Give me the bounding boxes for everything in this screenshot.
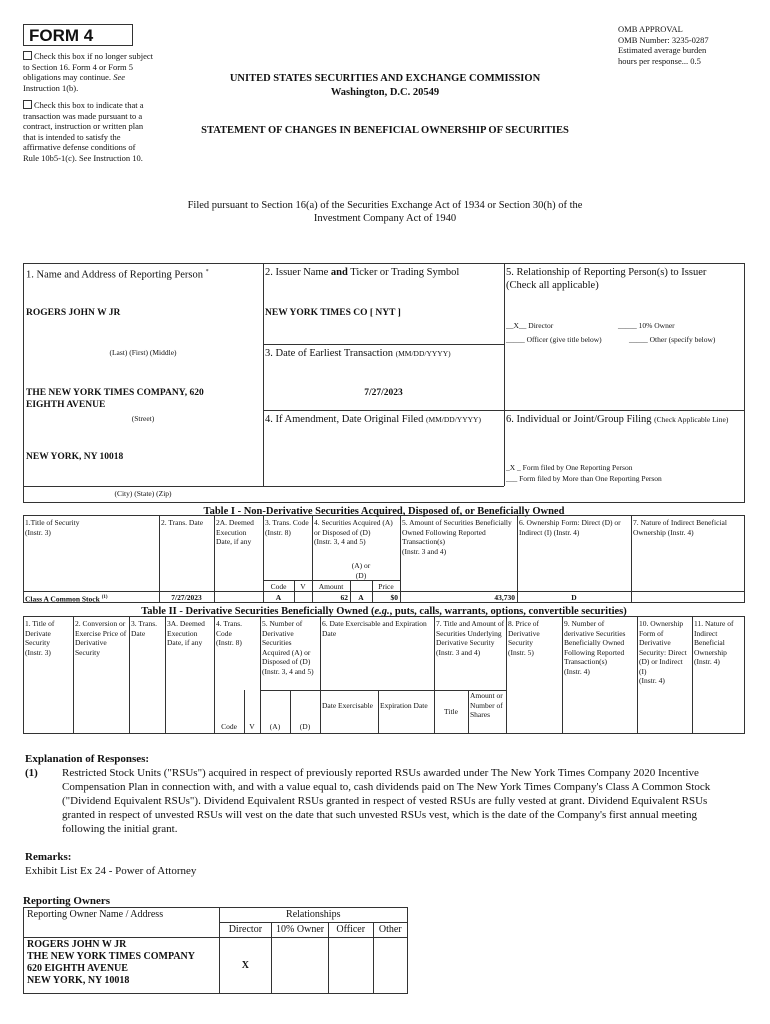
form-title: FORM 4 xyxy=(23,24,133,46)
t1-sub-v: V xyxy=(300,582,306,591)
t1-row-owned: 43,730 xyxy=(494,593,515,602)
owners-heading: Reporting Owners xyxy=(23,895,111,907)
t1-h-amount: 5. Amount of Securities Beneficially Owned Following Reported Transaction(s) (Instr. 3 and 4) xyxy=(402,518,512,556)
t1-h-date: 2. Trans. Date xyxy=(161,518,204,527)
owners-col-relationships: Relationships xyxy=(219,908,407,923)
reporting-city: NEW YORK, NY 10018 xyxy=(26,452,124,462)
checkbox-rule-10b5-1-box[interactable] xyxy=(23,100,32,109)
checkbox-section-16: Check this box if no longer subject to Section 16. Form 4 or Form 5 obligations may continue. See Instruction 1(b). xyxy=(23,51,153,93)
remarks-heading: Remarks: xyxy=(25,851,72,863)
owner-officer-mark xyxy=(328,938,373,994)
t2-sub-expiration: Expiration Date xyxy=(380,701,428,710)
owners-col-other: Other xyxy=(373,923,407,938)
t2-sub-amount: Amount or Number of Shares xyxy=(470,691,503,719)
t2-sub-a: (A) xyxy=(269,722,281,731)
omb-approval: OMB APPROVAL OMB Number: 3235-0287 Estimated average burden hours per response... 0.5 xyxy=(618,24,709,66)
t1-sub-amount: Amount xyxy=(318,582,344,591)
explanation-text: Restricted Stock Units ("RSUs") acquired in respect of previously reported RSUs awarded under The New York Times Company 2020 Incentive Compensation Plan in connection with, and with a value equal to, cash dividends paid on The New York Times Company's Class A Common Stock ("Dividend Equivalent RSUs"). Dividend Equivalent RSUs granted in respect of vested RSUs are fully vested at grant. Dividend Equivalent RSUs granted in respect of unvested RSUs will vest on the date that such unvested RSUs vest, which is the date of the Company's first annual meeting following the initial grant. xyxy=(62,767,711,835)
checkbox-section-16-box[interactable] xyxy=(23,51,32,60)
t1-sub-aord: (A) or (D) xyxy=(351,561,371,580)
street-hint: (Street) xyxy=(131,414,155,423)
t1-h-code: 3. Trans. Code (Instr. 8) xyxy=(265,518,309,537)
owners-col-name: Reporting Owner Name / Address xyxy=(24,908,220,938)
statement-title: STATEMENT OF CHANGES IN BENEFICIAL OWNERSHIP OF SECURITIES xyxy=(201,125,569,136)
box3-label: 3. Date of Earliest Transaction (MM/DD/YYYY) xyxy=(265,348,451,359)
table1-title: Table I - Non-Derivative Securities Acquired, Disposed of, or Beneficially Owned xyxy=(203,506,565,517)
t1-h-ownership: 6. Ownership Form: Direct (D) or Indirect (I) (Instr. 4) xyxy=(519,518,621,537)
relationship-other: _____ Other (specify below) xyxy=(629,335,716,344)
box6-label: 6. Individual or Joint/Group Filing (Check Applicable Line) xyxy=(506,414,729,425)
city-hint: (City) (State) (Zip) xyxy=(114,489,172,498)
t1-row-date: 7/27/2023 xyxy=(171,593,202,602)
t1-row-price: $0 xyxy=(390,593,398,602)
earliest-date: 7/27/2023 xyxy=(364,388,403,398)
t2-h-deemed: 3A. Deemed Execution Date, if any xyxy=(167,619,205,647)
reporting-address: THE NEW YORK TIMES COMPANY, 620 EIGHTH AVENUE xyxy=(26,388,204,410)
reporting-person-name: ROGERS JOHN W JR xyxy=(26,308,121,318)
t1-row-aord: A xyxy=(358,593,364,602)
t2-sub-title: Title xyxy=(444,707,458,716)
owners-col-10pct: 10% Owner xyxy=(272,923,329,938)
box5-label: 5. Relationship of Reporting Person(s) to Issuer (Check all applicable) xyxy=(506,267,707,291)
relationship-officer: _____ Officer (give title below) xyxy=(506,335,602,344)
t2-h-nature: 11. Nature of Indirect Beneficial Ownership (Instr. 4) xyxy=(694,619,734,666)
checkbox-rule-10b5-1: Check this box to indicate that a transaction was made pursuant to a contract, instruction or written plan that is intended to satisfy the affirmative defense conditions of Rule 10b5-1(c). See Instruction 10. xyxy=(23,100,144,163)
t2-h-exercisable: 6. Date Exercisable and Expiration Date xyxy=(322,619,427,638)
t1-h-title: 1.Title of Security (Instr. 3) xyxy=(25,518,80,537)
t2-sub-d: (D) xyxy=(299,722,311,731)
remarks-text: Exhibit List Ex 24 - Power of Attorney xyxy=(25,865,197,877)
table2-title: Table II - Derivative Securities Beneficially Owned (e.g., puts, calls, warrants, options, convertible securities) xyxy=(141,606,627,617)
box4-label: 4. If Amendment, Date Original Filed (MM/DD/YYYY) xyxy=(265,414,481,425)
t2-sub-date-exercisable: Date Exercisable xyxy=(322,701,374,710)
t2-sub-code: Code xyxy=(221,722,237,731)
box2-label: 2. Issuer Name and Ticker or Trading Symbol xyxy=(265,267,460,278)
commission-name: UNITED STATES SECURITIES AND EXCHANGE COMMISSION xyxy=(229,73,541,84)
t1-h-nature: 7. Nature of Indirect Beneficial Ownership (Instr. 4) xyxy=(633,518,727,537)
t1-row-security: Class A Common Stock $^{(1)}$ xyxy=(25,594,108,604)
table-row xyxy=(24,938,408,994)
t2-h-underlying: 7. Title and Amount of Securities Underlying Derivative Security (Instr. 3 and 4) xyxy=(436,619,505,657)
t2-h-code: 4. Trans. Code (Instr. 8) xyxy=(216,619,243,647)
t2-h-date: 3. Trans. Date xyxy=(131,619,158,638)
issuer-name: NEW YORK TIMES CO [ NYT ] xyxy=(265,308,401,318)
t2-h-ownership: 10. Ownership Form of Derivative Security: Direct (D) or Indirect (I) (Instr. 4) xyxy=(639,619,687,685)
t2-h-number: 5. Number of Derivative Securities Acquired (A) or Disposed of (D) (Instr. 3, 4 and 5) xyxy=(262,619,314,676)
relationship-10pct-owner: _____ 10% Owner xyxy=(618,321,675,330)
owners-table xyxy=(23,907,408,994)
t1-row-amount: 62 xyxy=(340,593,348,602)
owner-name-address: ROGERS JOHN W JR THE NEW YORK TIMES COMPANY 620 EIGHTH AVENUE NEW YORK, NY 10018 xyxy=(24,938,220,994)
reporting-grid xyxy=(23,263,745,503)
filed-pursuant-line-2: Investment Company Act of 1940 xyxy=(313,213,457,224)
filing-one-person: _X _ Form filed by One Reporting Person xyxy=(506,463,633,472)
name-hint: (Last) (First) (Middle) xyxy=(109,348,177,357)
owners-col-director: Director xyxy=(219,923,272,938)
owner-other-mark xyxy=(373,938,407,994)
explanation-num: (1) xyxy=(25,767,38,779)
relationship-director: __X__ Director xyxy=(506,321,554,330)
t2-h-title: 1. Title of Derivate Security (Instr. 3) xyxy=(25,619,55,657)
t1-sub-price: Price xyxy=(378,582,394,591)
t2-h-price: 8. Price of Derivative Security (Instr. 5) xyxy=(508,619,540,657)
t2-h-owned: 9. Number of derivative Securities Beneficially Owned Following Reported Transaction(s) (Instr. 4) xyxy=(564,619,626,676)
filing-more-persons: ___ Form filed by More than One Reporting Person xyxy=(506,474,662,483)
t1-h-acquired: 4. Securities Acquired (A) or Disposed of (D) (Instr. 3, 4 and 5) xyxy=(314,518,393,546)
t2-sub-v: V xyxy=(249,722,255,731)
t1-sub-code: Code xyxy=(270,582,287,591)
t1-row-form: D xyxy=(571,593,577,602)
owner-10pct-mark xyxy=(272,938,329,994)
t2-h-conversion: 2. Conversion or Exercise Price of Derivative Security xyxy=(75,619,127,657)
t1-h-deemed: 2A. Deemed Execution Date, if any xyxy=(216,518,254,546)
owner-director-mark: X xyxy=(219,938,272,994)
filed-pursuant-line-1: Filed pursuant to Section 16(a) of the Securities Exchange Act of 1934 or Section 30(h) of the xyxy=(187,200,583,211)
explanation-heading: Explanation of Responses: xyxy=(25,753,150,765)
commission-city: Washington, D.C. 20549 xyxy=(330,87,440,98)
box1-label: 1. Name and Address of Reporting Person * xyxy=(26,269,209,281)
t1-row-code: A xyxy=(275,593,282,602)
owners-col-officer: Officer xyxy=(328,923,373,938)
